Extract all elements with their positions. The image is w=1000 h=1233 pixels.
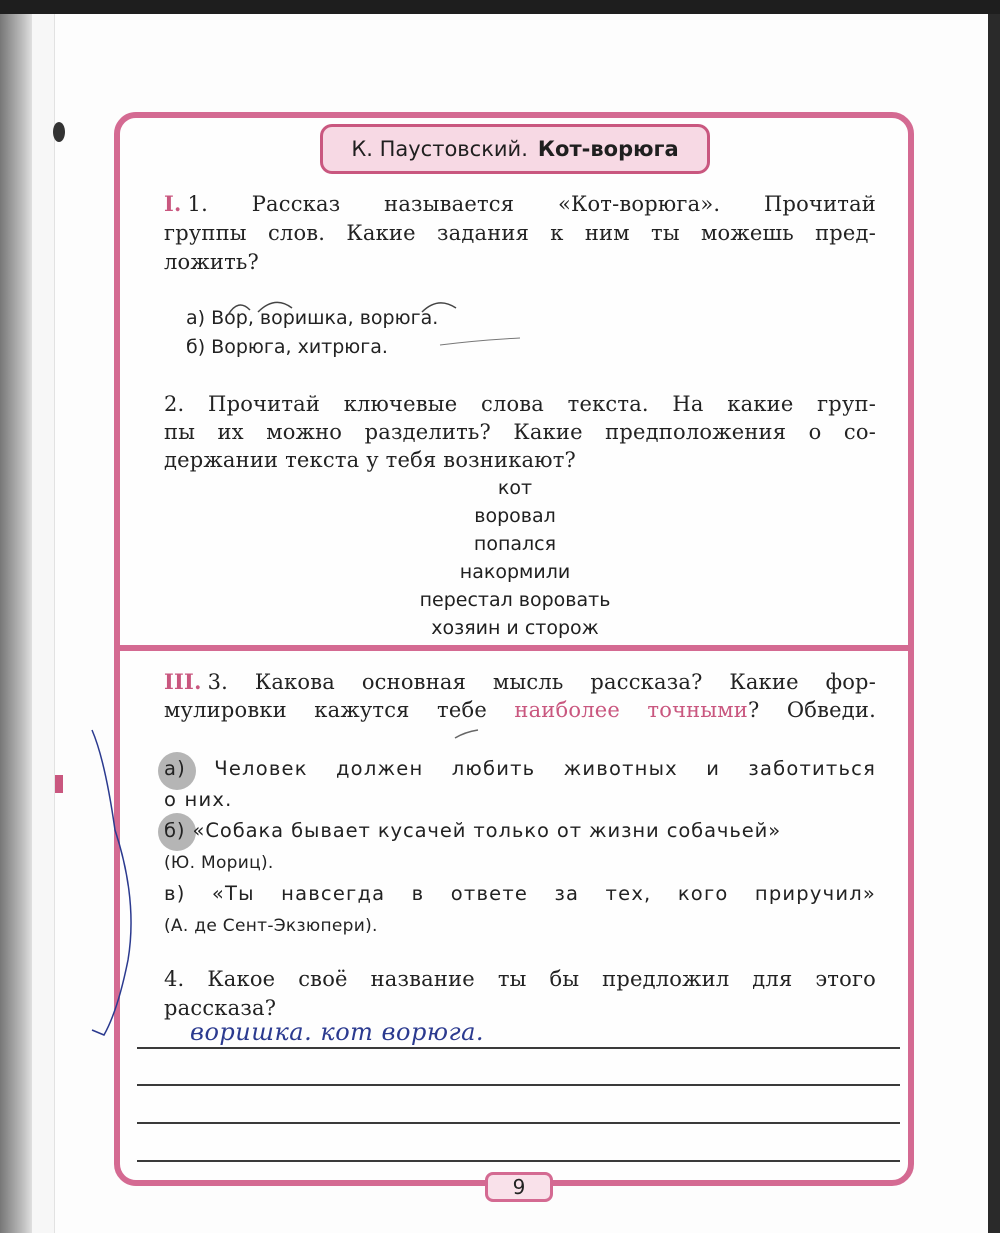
highlight-text: наиболее точными xyxy=(514,698,748,722)
section-roman-1: I. xyxy=(164,191,182,216)
keyword: воровал xyxy=(474,505,556,527)
task4-line2: рассказа? xyxy=(164,996,277,1020)
page-binding-fold xyxy=(32,14,55,1233)
task4-line1: 4. Какое своё название ты бы предложил для этого xyxy=(164,967,876,991)
answer-a-line1[interactable]: а) Человек должен любить животных и заботиться xyxy=(164,757,877,780)
answer-line[interactable] xyxy=(137,1160,900,1162)
keyword: хозяин и сторож xyxy=(431,617,599,639)
page-number: 9 xyxy=(485,1172,553,1202)
answer-b-line1[interactable]: б) «Собака бывает кусачей только от жизни собачьей» xyxy=(164,819,782,842)
task2-line3: держании текста у тебя возникают? xyxy=(164,448,577,472)
scan-top-edge xyxy=(0,0,1000,14)
answer-line[interactable] xyxy=(137,1122,900,1124)
binding-hole-icon xyxy=(53,122,65,142)
keyword: попался xyxy=(473,533,557,555)
margin-marker-icon xyxy=(55,775,63,793)
task3-line2: мулировки кажутся тебе наиболее точными? Обведи. xyxy=(164,698,876,722)
task1-line2: группы слов. Какие задания к ним ты можешь пред- xyxy=(164,221,876,245)
scan-left-edge xyxy=(0,14,32,1233)
page-title xyxy=(320,124,710,174)
section-divider xyxy=(114,645,914,651)
task2-line2: пы их можно разделить? Какие предположения о со- xyxy=(164,420,876,444)
title-author: К. Паустовский. xyxy=(351,137,528,161)
answer-a-line2: о них. xyxy=(164,788,233,811)
keyword: кот xyxy=(497,477,533,499)
answer-c-line1[interactable]: в) «Ты навсегда в ответе за тех, кого приручил» xyxy=(164,882,877,905)
task2-line1: 2. Прочитай ключевые слова текста. На какие груп- xyxy=(164,392,876,416)
answer-c-source: (А. де Сент-Экзюпери). xyxy=(164,916,378,936)
answer-b-source: (Ю. Мориц). xyxy=(164,853,274,873)
answer-line[interactable] xyxy=(137,1084,900,1086)
section-roman-3: III. xyxy=(164,669,202,694)
answer-line[interactable] xyxy=(137,1047,900,1049)
task1-option-a: а) Вор, воришка, ворюга. xyxy=(186,307,439,329)
task3-line1: III. 3. Какова основная мысль рассказа? Какие фор- xyxy=(164,669,876,694)
handwritten-answer[interactable]: воришка. кот ворюга. xyxy=(190,1018,485,1046)
keyword: накормили xyxy=(459,561,571,583)
title-story: Кот-ворюга xyxy=(537,137,679,161)
task1-option-b: б) Ворюга, хитрюга. xyxy=(186,336,388,358)
keyword: перестал воровать xyxy=(419,589,611,611)
task1-line1: I. 1. Рассказ называется «Кот-ворюга». Прочитай xyxy=(164,191,876,216)
task1-line3: ложить? xyxy=(164,250,260,274)
